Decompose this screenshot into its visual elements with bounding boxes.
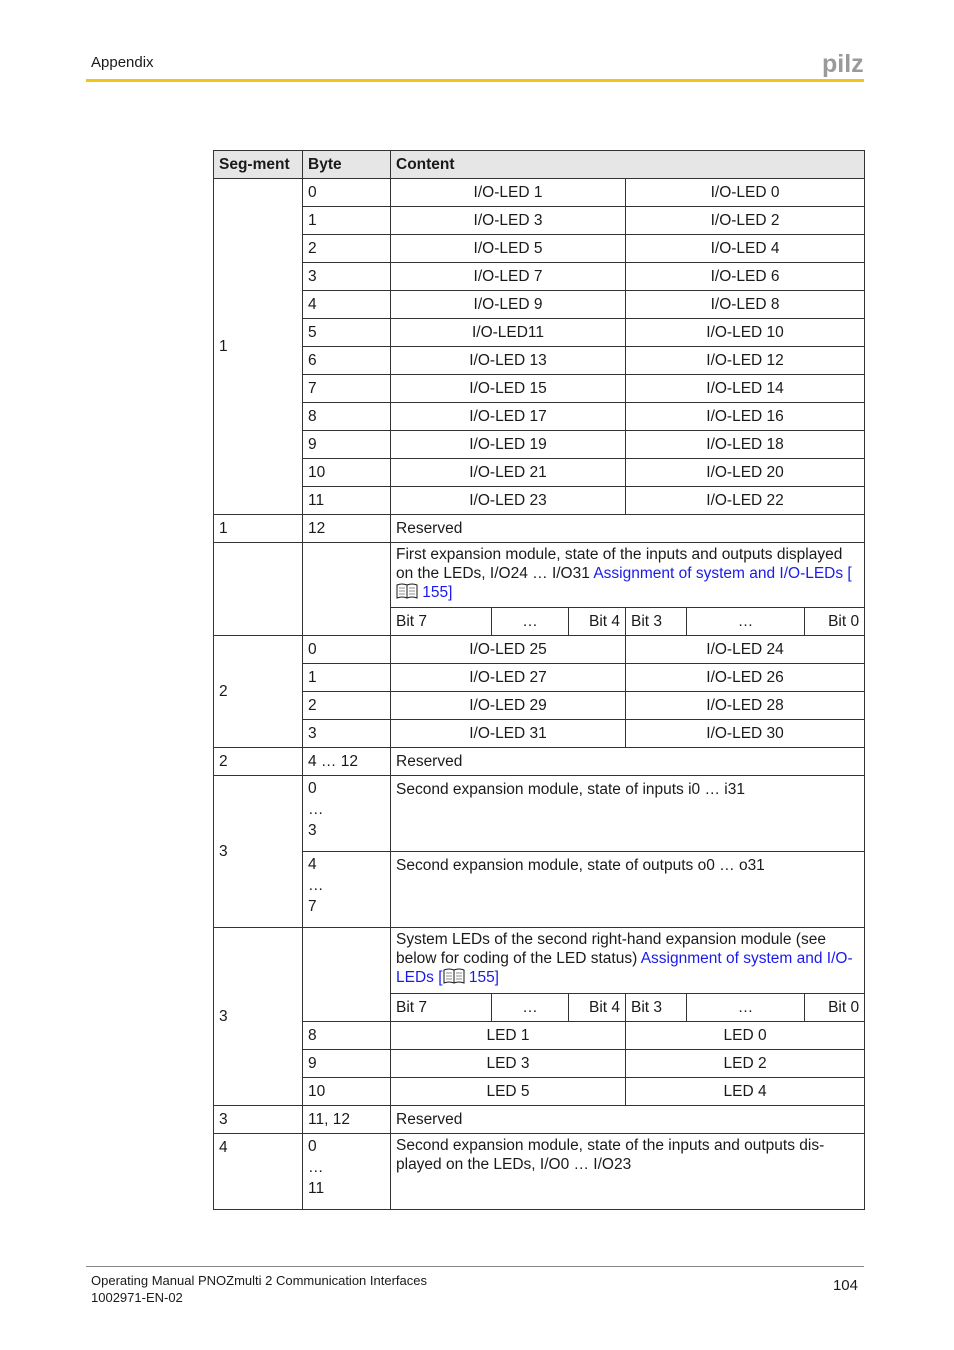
link-text: Assignment of system and I/O-LEDs [ [396, 950, 853, 986]
description-text: System LEDs of the second right-hand expansion module (see below for coding of the LED status) [396, 931, 826, 967]
table-row [214, 852, 865, 928]
seg4-desc: Second expansion module, state of the inputs and outputs dis-played on the LEDs, I/O0 … I/O23 [391, 1134, 865, 1210]
byte-cell: 10 [303, 459, 391, 487]
led-low-cell: I/O-LED 22 [626, 487, 865, 515]
bit0-cell: Bit 0 [805, 994, 865, 1022]
led-high-cell: I/O-LED 25 [391, 636, 626, 664]
table-row [214, 375, 865, 403]
description-text: First expansion module, state of the inputs and outputs displayed on the LEDs, I/O24 … I/O31 [396, 546, 843, 582]
byte-line: 7 [308, 898, 317, 915]
bit-ellipsis-cell: … [687, 994, 805, 1022]
led-high-cell: I/O-LED 5 [391, 235, 626, 263]
table-row [214, 543, 865, 608]
segment-cell: 3 [214, 928, 303, 1106]
table-row [214, 1106, 865, 1134]
inputs-desc: Second expansion module, state of inputs i0 … i31 [391, 776, 865, 852]
led-low-cell: I/O-LED 10 [626, 319, 865, 347]
table-row [214, 1078, 865, 1106]
bit-ellipsis-cell: … [687, 608, 805, 636]
table-row [214, 1134, 865, 1210]
led-high-cell: LED 3 [391, 1050, 626, 1078]
table-row [214, 459, 865, 487]
col-header-byte: Byte [303, 151, 391, 179]
led-high-cell: I/O-LED 9 [391, 291, 626, 319]
segment-cell [214, 543, 303, 636]
table-row [214, 720, 865, 748]
byte-line: 11 [308, 1180, 325, 1197]
byte-cell: 12 [303, 515, 391, 543]
byte-cell: 1 [303, 207, 391, 235]
byte-cell: 0 [303, 179, 391, 207]
table-row [214, 664, 865, 692]
pilz-logo-icon [821, 50, 865, 78]
led-low-cell: I/O-LED 20 [626, 459, 865, 487]
table-row [214, 776, 865, 852]
byte-cell: 10 [303, 1078, 391, 1106]
table-row [214, 692, 865, 720]
table-row [214, 235, 865, 263]
byte-line: 3 [308, 822, 317, 839]
byte-cell: 7 [303, 375, 391, 403]
segment-cell: 1 [214, 515, 303, 543]
byte-line: … [308, 801, 324, 818]
reserved-cell: Reserved [391, 1106, 865, 1134]
table-row [214, 431, 865, 459]
reserved-cell: Reserved [391, 748, 865, 776]
led-low-cell: I/O-LED 24 [626, 636, 865, 664]
segment-cell: 2 [214, 748, 303, 776]
table-row [214, 291, 865, 319]
segment-byte-table [213, 150, 865, 1210]
led-high-cell: I/O-LED 15 [391, 375, 626, 403]
byte-cell: 9 [303, 431, 391, 459]
bit4-cell: Bit 4 [569, 994, 626, 1022]
led-low-cell: I/O-LED 14 [626, 375, 865, 403]
header-title: Appendix [91, 54, 154, 71]
bit-ellipsis-cell: … [492, 994, 569, 1022]
bit4-cell: Bit 4 [569, 608, 626, 636]
led-high-cell: I/O-LED 17 [391, 403, 626, 431]
led-high-cell: I/O-LED11 [391, 319, 626, 347]
table-row [214, 515, 865, 543]
page-number: 104 [832, 1277, 858, 1294]
table-row [214, 207, 865, 235]
led-high-cell: LED 5 [391, 1078, 626, 1106]
led-low-cell: LED 0 [626, 1022, 865, 1050]
table-row [214, 179, 865, 207]
byte-cell [303, 852, 391, 928]
byte-cell: 5 [303, 319, 391, 347]
byte-cell [303, 776, 391, 852]
byte-cell: 8 [303, 1022, 391, 1050]
reserved-cell: Reserved [391, 515, 865, 543]
segment-cell: 3 [214, 776, 303, 928]
led-high-cell: I/O-LED 1 [391, 179, 626, 207]
byte-line: 4 [308, 856, 317, 873]
byte-cell: 3 [303, 720, 391, 748]
book-icon [443, 968, 465, 984]
led-high-cell: I/O-LED 27 [391, 664, 626, 692]
led-low-cell: I/O-LED 28 [626, 692, 865, 720]
col-header-content: Content [391, 151, 865, 179]
byte-cell: 8 [303, 403, 391, 431]
led-high-cell: I/O-LED 3 [391, 207, 626, 235]
byte-line: … [308, 1159, 324, 1176]
table-row [214, 263, 865, 291]
link-page: 155] [418, 584, 453, 601]
byte-cell: 6 [303, 347, 391, 375]
byte-cell: 11 [303, 487, 391, 515]
byte-line: 0 [308, 780, 317, 797]
outputs-desc: Second expansion module, state of outputs o0 … o31 [391, 852, 865, 928]
bit-ellipsis-cell: … [492, 608, 569, 636]
first-expansion-desc [391, 543, 865, 608]
led-low-cell: I/O-LED 30 [626, 720, 865, 748]
byte-cell [303, 1134, 391, 1210]
table-row [214, 1050, 865, 1078]
bit7-cell: Bit 7 [391, 994, 492, 1022]
led-high-cell: I/O-LED 21 [391, 459, 626, 487]
byte-cell: 11, 12 [303, 1106, 391, 1134]
segment-cell: 2 [214, 636, 303, 748]
led-high-cell: I/O-LED 23 [391, 487, 626, 515]
led-low-cell: I/O-LED 26 [626, 664, 865, 692]
segment-cell: 1 [214, 179, 303, 515]
svg-text:pilz: pilz [822, 50, 864, 78]
led-high-cell: I/O-LED 31 [391, 720, 626, 748]
byte-cell [303, 928, 391, 1022]
bit3-cell: Bit 3 [626, 994, 687, 1022]
led-low-cell: I/O-LED 4 [626, 235, 865, 263]
table-row [214, 636, 865, 664]
led-high-cell: LED 1 [391, 1022, 626, 1050]
bit3-cell: Bit 3 [626, 608, 687, 636]
byte-cell: 2 [303, 692, 391, 720]
led-low-cell: I/O-LED 2 [626, 207, 865, 235]
table-row [214, 928, 865, 994]
table-row [214, 319, 865, 347]
segment-cell: 3 [214, 1106, 303, 1134]
table-row [214, 1022, 865, 1050]
led-low-cell: I/O-LED 18 [626, 431, 865, 459]
table-row [214, 487, 865, 515]
led-high-cell: I/O-LED 29 [391, 692, 626, 720]
byte-cell: 3 [303, 263, 391, 291]
led-low-cell: I/O-LED 0 [626, 179, 865, 207]
link-text: Assignment of system and I/O-LEDs [ [593, 565, 852, 582]
segment-cell: 4 [214, 1134, 303, 1210]
table-row [214, 403, 865, 431]
byte-line: … [308, 877, 324, 894]
led-low-cell: LED 2 [626, 1050, 865, 1078]
header-rule [86, 79, 864, 82]
led-low-cell: I/O-LED 8 [626, 291, 865, 319]
led-low-cell: LED 4 [626, 1078, 865, 1106]
book-icon [396, 583, 418, 599]
bit7-cell: Bit 7 [391, 608, 492, 636]
byte-cell: 4 … 12 [303, 748, 391, 776]
footer-doc-number: 1002971-EN-02 [91, 1290, 183, 1305]
table-row [214, 347, 865, 375]
byte-cell: 1 [303, 664, 391, 692]
col-header-segment: Seg-ment [214, 151, 303, 179]
footer-rule [86, 1266, 864, 1267]
led-low-cell: I/O-LED 16 [626, 403, 865, 431]
byte-line: 0 [308, 1138, 317, 1155]
bit0-cell: Bit 0 [805, 608, 865, 636]
led-low-cell: I/O-LED 6 [626, 263, 865, 291]
footer-manual-title: Operating Manual PNOZmulti 2 Communication Interfaces [91, 1273, 427, 1288]
led-high-cell: I/O-LED 19 [391, 431, 626, 459]
byte-cell: 2 [303, 235, 391, 263]
byte-cell [303, 543, 391, 636]
table-row [214, 748, 865, 776]
led-high-cell: I/O-LED 7 [391, 263, 626, 291]
led-low-cell: I/O-LED 12 [626, 347, 865, 375]
byte-cell: 9 [303, 1050, 391, 1078]
led-high-cell: I/O-LED 13 [391, 347, 626, 375]
system-leds-desc [391, 928, 865, 994]
link-page: 155] [464, 969, 499, 986]
byte-cell: 4 [303, 291, 391, 319]
byte-cell: 0 [303, 636, 391, 664]
